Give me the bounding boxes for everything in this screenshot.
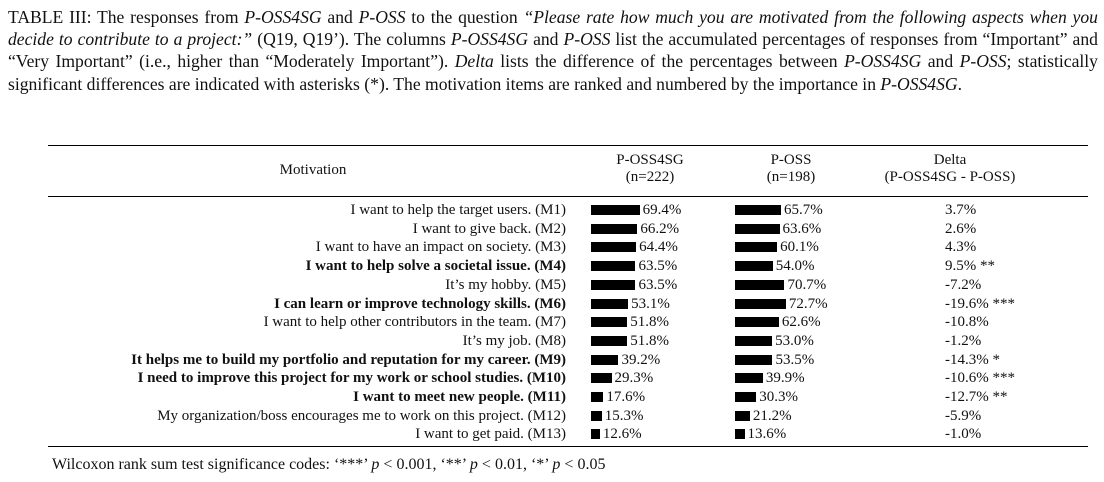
motivation-label: I want to help solve a societal issue. (M4) xyxy=(305,258,566,275)
p-oss4sg-bar xyxy=(591,299,628,309)
delta-value: -10.6% *** xyxy=(945,370,1015,387)
footnote-text: Wilcoxon rank sum test significance codes: ‘***’ xyxy=(52,456,368,473)
p-oss-value: 21.2% xyxy=(752,407,792,424)
p-oss4sg-bar xyxy=(591,280,635,290)
motivation-label: I need to improve this project for my work or school studies. (M10) xyxy=(137,370,566,387)
p-oss-value: 54.0% xyxy=(775,258,815,275)
p-oss-value: 65.7% xyxy=(783,202,823,218)
caption-text: The responses from xyxy=(97,7,239,27)
caption-text: ; statistically significant differences are indicated with asterisks (*). The motivation items are ranked and numbered by the importance in xyxy=(8,51,1098,94)
header-delta xyxy=(850,152,1050,186)
p-oss4sg-value: 69.4% xyxy=(642,202,682,218)
caption-text: lists the difference of the percentages between xyxy=(500,51,838,72)
p-oss4sg-value: 66.2% xyxy=(640,220,680,237)
p-oss-bar xyxy=(735,411,750,421)
p-oss-value: 39.9% xyxy=(765,370,805,387)
p-oss4sg-value: 63.5% xyxy=(638,276,678,293)
p-oss-value: 62.6% xyxy=(781,314,821,331)
p-oss-value: 30.3% xyxy=(759,389,798,405)
delta-value: 2.6% xyxy=(945,220,977,237)
delta-value: -7.2% xyxy=(945,276,982,293)
caption-group-a: P-OSS4SG xyxy=(244,7,322,27)
table-row xyxy=(0,295,1104,314)
caption-group-a: P-OSS4SG xyxy=(450,29,529,50)
table-row xyxy=(0,313,1104,332)
table-row xyxy=(0,388,1104,407)
p-oss-bar xyxy=(735,299,786,309)
p-oss4sg-bar xyxy=(591,224,637,234)
table-row xyxy=(0,257,1104,276)
table-row xyxy=(0,369,1104,388)
p-oss4sg-bar xyxy=(591,242,636,252)
caption-delta: Delta xyxy=(454,51,494,72)
delta-value: -12.7% ** xyxy=(945,389,1008,405)
motivation-label: I want to help the target users. (M1) xyxy=(350,202,566,218)
motivation-label: I want to get paid. (M13) xyxy=(415,426,566,443)
footnote-p: p xyxy=(552,456,561,473)
p-oss-bar xyxy=(735,429,745,439)
p-oss4sg-bar xyxy=(591,373,612,383)
p-oss-bar xyxy=(735,373,763,383)
header-p-oss4sg-label: P-OSS4SG xyxy=(616,152,684,168)
p-oss-bar xyxy=(735,261,773,271)
header-p-oss4sg xyxy=(575,152,725,186)
caption-text: and xyxy=(927,51,954,72)
p-oss-bar xyxy=(735,355,772,365)
table-row xyxy=(0,201,1104,220)
delta-value: -5.9% xyxy=(945,407,982,424)
table-row xyxy=(0,332,1104,351)
footnote-p: p xyxy=(371,456,380,473)
delta-value: 3.7% xyxy=(945,202,977,218)
p-oss4sg-value: 51.8% xyxy=(630,314,669,331)
header-motivation-label: Motivation xyxy=(279,162,347,178)
delta-value: -10.8% xyxy=(945,314,989,331)
header-p-oss xyxy=(716,152,866,186)
p-oss4sg-bar xyxy=(591,355,618,365)
p-oss4sg-bar xyxy=(591,317,627,327)
p-oss-bar xyxy=(735,224,780,234)
caption-text: . xyxy=(957,73,963,94)
delta-value: -1.0% xyxy=(945,426,982,443)
caption-group-a: P-OSS4SG xyxy=(880,73,958,94)
p-oss4sg-bar xyxy=(591,205,640,215)
table-top-rule xyxy=(48,145,1088,146)
caption-text: and xyxy=(533,29,559,50)
delta-value: -14.3% * xyxy=(945,351,1000,368)
caption-question: “Please rate how much you are motivated from the following aspects when you decide to contribute to a project:” xyxy=(8,7,1098,50)
p-oss-bar xyxy=(735,242,777,252)
significance-footnote xyxy=(52,456,605,474)
p-oss4sg-bar xyxy=(591,336,627,346)
footnote-text: < 0.01, ‘*’ xyxy=(481,456,549,473)
caption-group-b: P-OSS xyxy=(959,51,1007,72)
p-oss-value: 53.0% xyxy=(775,332,814,349)
caption-label: TABLE III: xyxy=(8,7,92,27)
p-oss-value: 63.6% xyxy=(782,220,822,237)
table-row xyxy=(0,276,1104,295)
header-delta-label: Delta xyxy=(933,152,967,168)
motivation-label: I want to meet new people. (M11) xyxy=(353,389,566,405)
header-motivation xyxy=(213,162,413,179)
p-oss-value: 60.1% xyxy=(780,239,819,256)
motivation-label: It’s my job. (M8) xyxy=(462,332,566,349)
table-mid-rule xyxy=(48,196,1088,197)
caption-text: and xyxy=(327,7,353,27)
p-oss4sg-bar xyxy=(591,261,635,271)
table-caption xyxy=(8,6,1098,95)
p-oss-bar xyxy=(735,280,784,290)
p-oss-value: 13.6% xyxy=(747,426,787,443)
p-oss4sg-value: 15.3% xyxy=(604,407,644,424)
p-oss-bar xyxy=(735,392,756,402)
p-oss4sg-value: 12.6% xyxy=(602,426,642,443)
table-row xyxy=(0,220,1104,239)
p-oss-value: 72.7% xyxy=(788,295,828,312)
p-oss4sg-value: 39.2% xyxy=(621,351,661,368)
header-delta-sub: (P-OSS4SG - P-OSS) xyxy=(884,169,1016,185)
caption-group-b: P-OSS xyxy=(563,29,611,50)
table-bottom-rule xyxy=(48,446,1088,447)
p-oss4sg-value: 64.4% xyxy=(639,239,678,256)
p-oss4sg-value: 51.8% xyxy=(630,332,669,349)
motivation-label: It’s my hobby. (M5) xyxy=(445,276,566,293)
table-row xyxy=(0,407,1104,426)
delta-value: 9.5% ** xyxy=(945,258,995,275)
delta-value: -19.6% *** xyxy=(945,295,1015,312)
table-row xyxy=(0,351,1104,370)
p-oss-bar xyxy=(735,205,781,215)
delta-value: 4.3% xyxy=(945,239,977,256)
p-oss4sg-bar xyxy=(591,411,602,421)
caption-text: to the question xyxy=(411,7,518,27)
p-oss-value: 70.7% xyxy=(787,276,827,293)
header-p-oss4sg-n: (n=222) xyxy=(625,169,675,185)
p-oss-bar xyxy=(735,336,772,346)
p-oss4sg-value: 53.1% xyxy=(631,295,670,312)
motivation-label: My organization/boss encourages me to work on this project. (M12) xyxy=(157,407,566,424)
p-oss4sg-bar xyxy=(591,429,600,439)
header-p-oss-n: (n=198) xyxy=(766,169,816,185)
p-oss4sg-value: 17.6% xyxy=(606,389,646,405)
table-row xyxy=(0,425,1104,444)
footnote-text: < 0.05 xyxy=(564,456,606,473)
header-p-oss-label: P-OSS xyxy=(770,152,812,168)
caption-text: list the accumulated percentages of responses from “Important” and “Very Important” (i.e., higher than “Moderately Important”). xyxy=(8,29,1098,72)
motivation-label: It helps me to build my portfolio and reputation for my career. (M9) xyxy=(131,351,566,368)
p-oss4sg-value: 29.3% xyxy=(614,370,654,387)
motivation-label: I want to have an impact on society. (M3) xyxy=(315,239,566,256)
motivation-label: I can learn or improve technology skills. (M6) xyxy=(274,295,566,312)
caption-text: (Q19, Q19’). The columns xyxy=(257,29,446,50)
footnote-text: < 0.001, ‘**’ xyxy=(383,456,466,473)
table-row xyxy=(0,238,1104,257)
p-oss4sg-value: 63.5% xyxy=(638,258,678,275)
footnote-p: p xyxy=(469,456,478,473)
caption-group-a: P-OSS4SG xyxy=(844,51,922,72)
p-oss-value: 53.5% xyxy=(775,351,815,368)
caption-group-b: P-OSS xyxy=(358,7,406,27)
motivation-label: I want to give back. (M2) xyxy=(412,220,566,237)
p-oss-bar xyxy=(735,317,779,327)
p-oss4sg-bar xyxy=(591,392,603,402)
delta-value: -1.2% xyxy=(945,332,982,349)
motivation-label: I want to help other contributors in the team. (M7) xyxy=(263,314,566,331)
